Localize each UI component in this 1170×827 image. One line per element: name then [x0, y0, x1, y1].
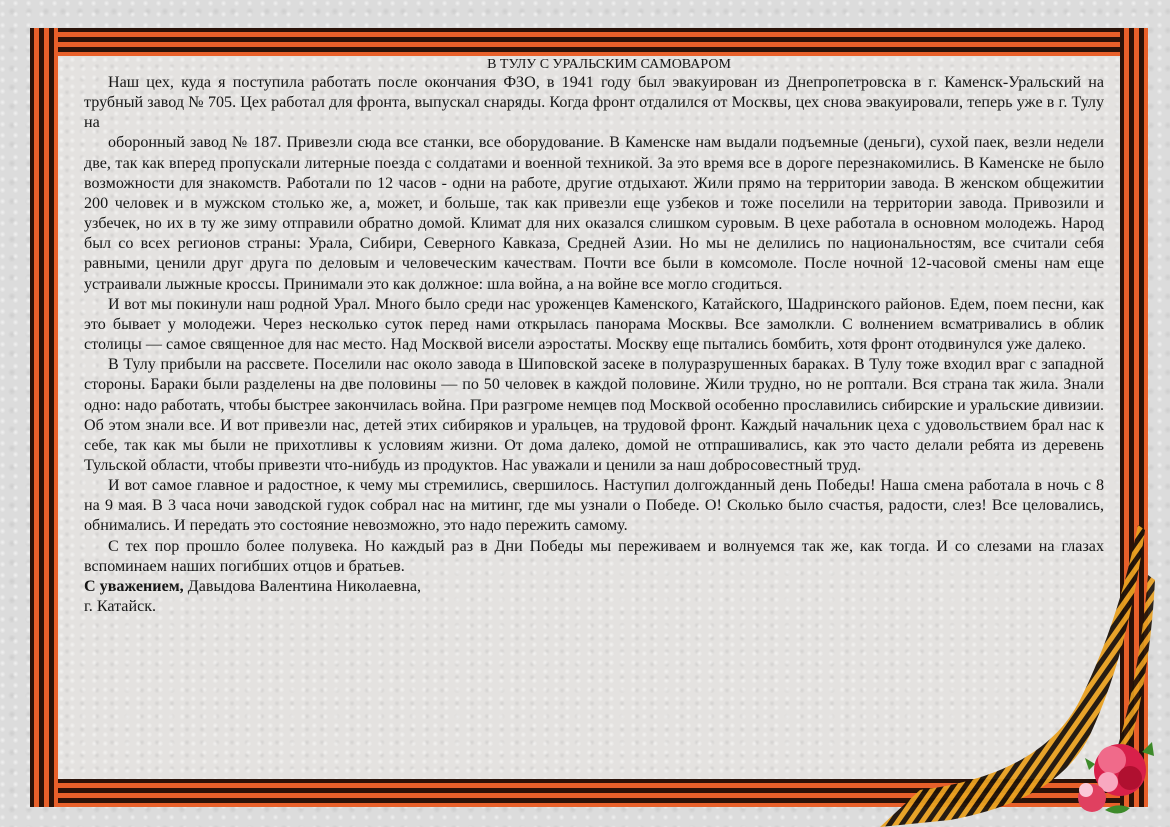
paragraph-1: Наш цех, куда я поступила работать после окончания ФЗО, в 1941 году был эвакуирован из Днепропетровска в г. Каменск-Уральский на трубный завод № 705. Цех работал для фронта, выпускал снаряды. Когда фронт отдалился от Москвы, цех снова эвакуировали, теперь уже в г. Тулу на: [84, 74, 1104, 132]
ribbon-frame-left: [30, 28, 58, 807]
ribbon-tail: [1110, 575, 1155, 770]
ribbon-frame-top: [30, 28, 1148, 56]
signature-greeting: С уважением,: [84, 577, 184, 595]
signature-city: г. Катайск.: [84, 598, 157, 616]
paragraph-5: И вот самое главное и радостное, к чему мы стремились, свершилось. Наступил долгожданный день Победы! Наша смена работала в ночь с 8 на 9 мая. В 3 часа ночи заводской гудок собрал нас на митинг, где мы узнали о Победе. О! Сколько было счастья, радости, слез! Все целовались, обнимались. И передать это состояние невозможно, это надо пережить самому.: [84, 477, 1104, 535]
paragraph-6: С тех пор прошло более полувека. Но каждый раз в Дни Победы мы переживаем и волнуемся так же, как тогда. И со слезами на глазах вспоминаем наших погибших отцов и братьев.: [84, 537, 1104, 575]
signature-name: Давыдова Валентина Николаевна,: [183, 577, 422, 595]
letter-title: В ТУЛУ С УРАЛЬСКИМ САМОВАРОМ: [487, 57, 731, 72]
st-george-ribbon-with-carnations: [880, 520, 1170, 827]
carnation-flower: [1078, 742, 1154, 814]
paragraph-3: И вот мы покинули наш родной Урал. Много было среди нас уроженцев Каменского, Катайского, Шадринского районов. Едем, поем песни, как это бывает у молодежи. Через несколько суток перед нами открылась панорама Москвы. Все замолкли. С волнением всматривались в облик столицы — самое священное для нас место. Над Москвой висели аэростаты. Москву еще пытались бомбить, хотя фронт отодвинулся уже далеко.: [84, 295, 1104, 354]
paragraph-4: В Тулу прибыли на рассвете. Поселили нас около завода в Шиповской засеке в полуразрушенных бараках. В Тулу тоже входил враг с западной стороны. Бараки были разделены на две половины — по 50 человек в каждой половине. Жили трудно, но не роптали. Вся страна так жила. Знали одно: надо работать, чтобы быстрее закончилась война. При разгроме немцев под Москвой особенно прославились сибирские и уральские дивизии. Об этом знали все. И вот привезли нас, детей этих сибиряков и уральцев, на трудовой фронт. Каждый начальник цеха с удовольствием брал нас к себе, так как мы были не прихотливы к условиям жизни. От дома далеко, домой не отпрашивались, как это часто делали ребята из деревень Тульской области, чтобы привезти что-нибудь из продуктов. Нас уважали и ценили за наш добросовестный труд.: [84, 356, 1104, 474]
paragraph-2: оборонный завод № 187. Привезли сюда все станки, все оборудование. В Каменске нам выдали подъемные (деньги), сухой паек, везли недели две, так как вперед пропускали литерные поезда с солдатами и военной техникой. За это время все в дороге перезнакомились. В Каменске не было возможности для знакомств. Работали по 12 часов - одни на работе, другие отдыхают. Жили прямо на территории завода. В женском общежитии 200 человек и в мужском столько же, а, может, и больше, так как привезли еще узбеков и тоже поселили на территории завода. Привозили и узбечек, но их в ту же зиму отправили обратно домой. Климат для них оказался слишком суровым. В цехе работала в основном молодежь. Народ был со всех регионов страны: Урала, Сибири, Северного Кавказа, Средней Азии. Но мы не делились по национальностям, все считали себя равными, ценили друг друга по деловым и человеческим качествам. Почти все были в комсомоле. После ночной 12-часовой смены нам еще устраивали лыжные кроссы. Принимали это как должное: шла война, а на войне все могло сгодиться.: [84, 134, 1104, 293]
